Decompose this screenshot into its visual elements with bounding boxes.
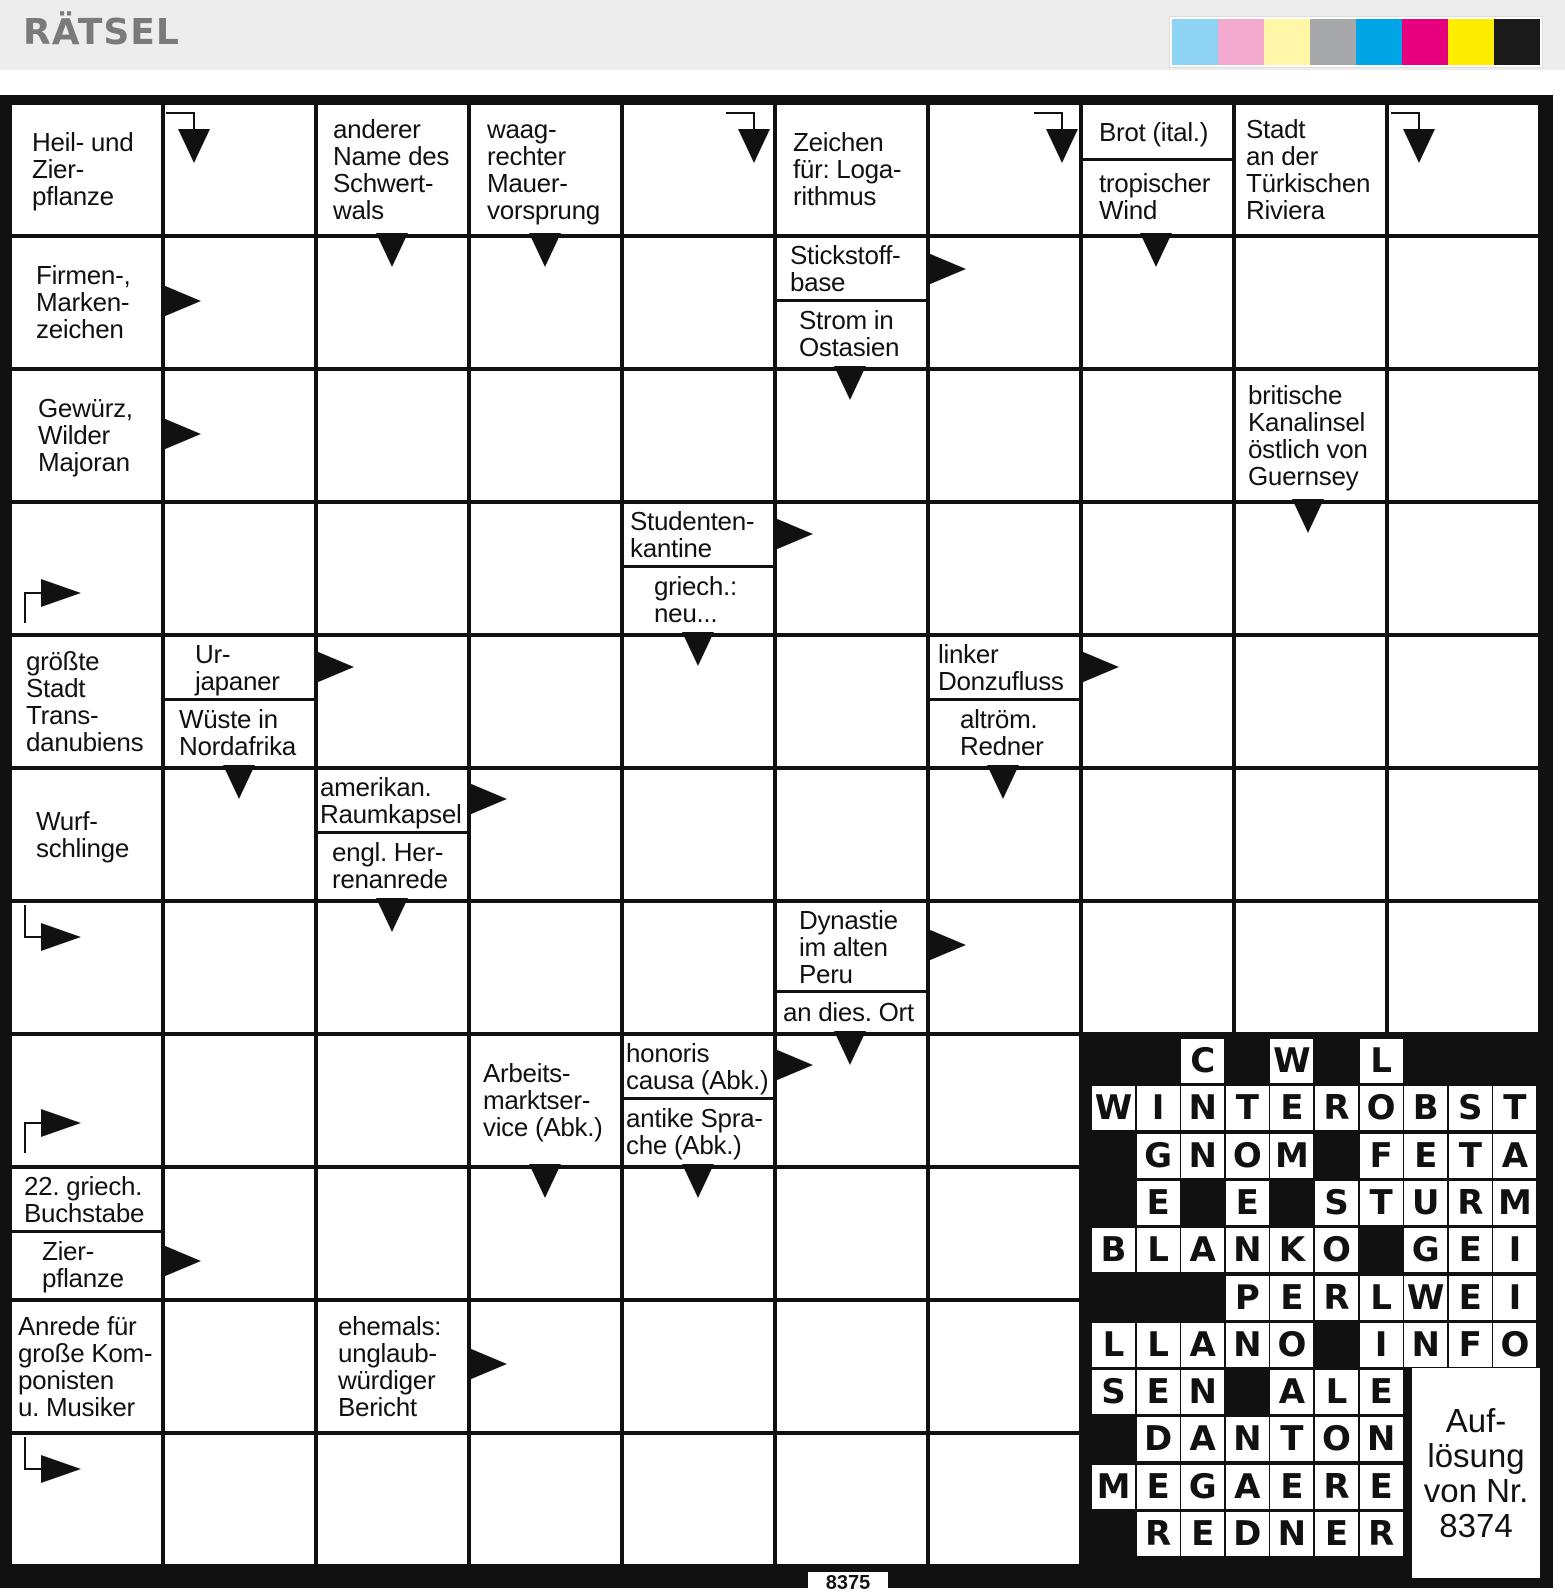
solution-letter: C <box>1181 1039 1224 1083</box>
grid-cell[interactable] <box>471 637 620 766</box>
grid-cell[interactable] <box>777 770 926 899</box>
grid-cell[interactable] <box>777 1169 926 1298</box>
grid-cell[interactable] <box>1083 504 1232 633</box>
clue-cell <box>12 105 161 234</box>
clue-text: griech.: neu... <box>654 571 737 628</box>
grid-cell[interactable] <box>1236 770 1385 899</box>
bent-arrow-right-icon <box>23 1435 93 1485</box>
solution-letter: A <box>1181 1323 1224 1367</box>
solution-letter: F <box>1449 1323 1492 1367</box>
clue-text: Anrede für große Kom- ponisten u. Musiker <box>18 1310 153 1422</box>
clue-text: Gewürz, Wilder Majoran <box>38 393 133 477</box>
solution-letter: O <box>1315 1417 1358 1461</box>
solution-letter: R <box>1137 1512 1180 1556</box>
grid-cell[interactable] <box>930 903 1079 1032</box>
header-bar <box>0 0 1565 70</box>
clue-text: Stadt an der Türkischen Riviera <box>1246 113 1371 225</box>
color-calibration-strip <box>1170 17 1542 67</box>
clue-text: Ur- japaner <box>195 639 280 696</box>
solution-letter: E <box>1449 1276 1492 1320</box>
grid-cell[interactable] <box>165 1036 314 1165</box>
grid-cell[interactable] <box>165 504 314 633</box>
color-swatch <box>1264 19 1310 65</box>
clue-text: linker Donzufluss <box>938 639 1064 696</box>
clue-text: amerikan. Raumkapsel <box>320 772 462 829</box>
arrow-down-icon <box>529 233 561 267</box>
clue-text: tropischer Wind <box>1099 168 1211 225</box>
grid-cell[interactable] <box>318 1435 467 1564</box>
solution-letter: W <box>1404 1276 1447 1320</box>
solution-letter: E <box>1270 1086 1313 1130</box>
grid-cell[interactable] <box>930 1435 1079 1564</box>
solution-letter: N <box>1360 1417 1403 1461</box>
bent-arrow-right-icon <box>23 903 93 953</box>
solution-letter: L <box>1137 1228 1180 1272</box>
clue-cell <box>12 371 161 500</box>
solution-letter: L <box>1360 1276 1403 1320</box>
arrow-down-icon <box>682 1164 714 1198</box>
grid-cell[interactable] <box>930 1169 1079 1298</box>
solution-letter: E <box>1226 1181 1269 1225</box>
clue-cell <box>1236 371 1385 500</box>
solution-letter: E <box>1404 1134 1447 1178</box>
grid-cell[interactable] <box>471 1435 620 1564</box>
clue-text: Wüste in Nordafrika <box>179 704 296 761</box>
clue-cell <box>12 1302 161 1431</box>
grid-cell[interactable] <box>471 504 620 633</box>
solution-letter: L <box>1315 1370 1358 1414</box>
color-swatch <box>1494 19 1540 65</box>
solution-letter: O <box>1315 1228 1358 1272</box>
arrow-right-icon <box>775 518 813 550</box>
clue-text: Strom in Ostasien <box>799 305 900 362</box>
solution-letter: E <box>1315 1512 1358 1556</box>
solution-letter: O <box>1226 1134 1269 1178</box>
color-swatch <box>1218 19 1264 65</box>
clue-cell <box>12 1169 161 1298</box>
clue-text: Dynastie im alten Peru <box>799 904 898 989</box>
solution-letter: R <box>1449 1181 1492 1225</box>
grid-cell[interactable] <box>165 903 314 1032</box>
arrow-right-icon <box>469 1348 507 1380</box>
solution-letter: E <box>1449 1228 1492 1272</box>
grid-cell[interactable] <box>930 1036 1079 1165</box>
arrow-down-icon <box>987 765 1019 799</box>
solution-letter: N <box>1270 1512 1313 1556</box>
grid-cell[interactable] <box>624 238 773 367</box>
clue-text: anderer Name des Schwert- wals <box>333 113 450 225</box>
solution-letter: E <box>1270 1465 1313 1509</box>
solution-letter: S <box>1449 1086 1492 1130</box>
solution-letter: R <box>1315 1086 1358 1130</box>
grid-cell[interactable] <box>1389 504 1538 633</box>
clue-cell <box>1083 105 1232 234</box>
solution-label: Auf- lösung von Nr. 8374 <box>1412 1368 1540 1578</box>
bent-arrow-down-icon <box>1389 111 1439 171</box>
clue-text: Studenten- kantine <box>630 506 755 563</box>
grid-cell[interactable] <box>1236 238 1385 367</box>
color-swatch <box>1448 19 1494 65</box>
grid-cell[interactable] <box>318 371 467 500</box>
bent-arrow-down-icon <box>164 111 214 171</box>
solution-letter: G <box>1181 1465 1224 1509</box>
solution-letter: L <box>1137 1323 1180 1367</box>
clue-text: Wurf- schlinge <box>36 805 129 863</box>
bent-arrow-down-icon <box>724 111 774 171</box>
solution-letter: E <box>1181 1512 1224 1556</box>
solution-letter: W <box>1092 1086 1135 1130</box>
solution-letter: D <box>1137 1417 1180 1461</box>
solution-letter: A <box>1493 1134 1536 1178</box>
solution-letter: O <box>1493 1323 1536 1367</box>
arrow-right-icon <box>163 418 201 450</box>
clue-text: Brot (ital.) <box>1099 116 1209 147</box>
solution-letter: T <box>1449 1134 1492 1178</box>
grid-cell[interactable] <box>624 1435 773 1564</box>
solution-letter: M <box>1092 1465 1135 1509</box>
grid-cell[interactable] <box>624 903 773 1032</box>
clue-cell <box>777 105 926 234</box>
grid-cell[interactable] <box>1083 371 1232 500</box>
arrow-down-icon <box>1140 233 1172 267</box>
arrow-down-icon <box>376 233 408 267</box>
grid-cell[interactable] <box>165 1435 314 1564</box>
bent-arrow-right-icon <box>23 1105 93 1155</box>
clue-text: 22. griech. Buchstabe <box>24 1171 145 1228</box>
clue-text: Arbeits- marktser- vice (Abk.) <box>483 1058 603 1142</box>
arrow-right-icon <box>928 929 966 961</box>
solution-letter: N <box>1226 1417 1269 1461</box>
solution-letter: A <box>1270 1370 1313 1414</box>
clue-text: ehemals: unglaub- würdiger Bericht <box>338 1310 442 1422</box>
solution-letter: T <box>1493 1086 1536 1130</box>
solution-letter: N <box>1226 1323 1269 1367</box>
clue-cell <box>1236 105 1385 234</box>
clue-text: Firmen-, Marken- zeichen <box>36 260 131 344</box>
solution-letter: D <box>1226 1512 1269 1556</box>
clue-text: antike Spra- che (Abk.) <box>626 1103 763 1160</box>
solution-letter: O <box>1270 1323 1313 1367</box>
solution-letter: R <box>1315 1465 1358 1509</box>
grid-cell[interactable] <box>1083 903 1232 1032</box>
arrow-down-icon <box>223 765 255 799</box>
solution-letter: F <box>1360 1134 1403 1178</box>
solution-letter: B <box>1404 1086 1447 1130</box>
grid-cell[interactable] <box>930 1302 1079 1431</box>
solution-letter: U <box>1404 1181 1447 1225</box>
puzzle-number: 8375 <box>808 1572 888 1588</box>
grid-cell[interactable] <box>624 770 773 899</box>
grid-cell[interactable] <box>624 1302 773 1431</box>
solution-letter: S <box>1315 1181 1358 1225</box>
clue-text: Stickstoff- base <box>790 240 901 297</box>
clue-cell <box>624 1036 773 1165</box>
solution-letter: E <box>1137 1181 1180 1225</box>
clue-cell <box>12 637 161 766</box>
clue-cell <box>624 504 773 633</box>
color-swatch <box>1402 19 1448 65</box>
grid-cell[interactable] <box>1389 371 1538 500</box>
grid-cell[interactable] <box>471 371 620 500</box>
clue-text: Heil- und Zier- pflanze <box>32 127 134 211</box>
solution-letter: E <box>1360 1370 1403 1414</box>
clue-cell <box>777 238 926 367</box>
clue-text: altröm. Redner <box>960 704 1044 761</box>
clue-cell <box>777 903 926 1032</box>
clue-text: engl. Her- renanrede <box>332 837 448 894</box>
clue-text: größte Stadt Trans- danubiens <box>26 645 144 757</box>
arrow-down-icon <box>834 366 866 400</box>
solution-letter: N <box>1226 1228 1269 1272</box>
grid-cell[interactable] <box>930 504 1079 633</box>
solution-letter: A <box>1181 1417 1224 1461</box>
bent-arrow-down-icon <box>1032 111 1082 171</box>
solution-letter: E <box>1360 1465 1403 1509</box>
solution-letter: N <box>1404 1323 1447 1367</box>
solution-letter: T <box>1270 1417 1313 1461</box>
clue-cell <box>471 1036 620 1165</box>
solution-letter: A <box>1226 1465 1269 1509</box>
solution-letter: N <box>1181 1086 1224 1130</box>
grid-cell[interactable] <box>1236 637 1385 766</box>
color-swatch <box>1172 19 1218 65</box>
clue-text: waag- rechter Mauer- vorsprung <box>487 113 600 225</box>
solution-letter: E <box>1137 1370 1180 1414</box>
clue-cell <box>318 105 467 234</box>
grid-cell[interactable] <box>318 504 467 633</box>
grid-cell[interactable] <box>624 371 773 500</box>
page-title: RÄTSEL <box>23 12 180 53</box>
arrow-down-icon <box>682 632 714 666</box>
solution-letter: I <box>1137 1086 1180 1130</box>
grid-cell[interactable] <box>1236 903 1385 1032</box>
grid-cell[interactable] <box>777 1302 926 1431</box>
clue-text: an dies. Ort <box>783 996 914 1027</box>
clue-cell <box>12 238 161 367</box>
arrow-right-icon <box>928 253 966 285</box>
grid-cell[interactable] <box>777 637 926 766</box>
solution-letter: N <box>1181 1370 1224 1414</box>
grid-cell[interactable] <box>165 1302 314 1431</box>
grid-cell[interactable] <box>930 371 1079 500</box>
solution-letter: I <box>1360 1323 1403 1367</box>
grid-cell[interactable] <box>777 1435 926 1564</box>
solution-letter: S <box>1092 1370 1135 1414</box>
solution-letter: A <box>1181 1228 1224 1272</box>
solution-letter: I <box>1493 1276 1536 1320</box>
solution-letter: N <box>1181 1134 1224 1178</box>
solution-letter: O <box>1360 1086 1403 1130</box>
clue-cell <box>12 770 161 899</box>
grid-cell[interactable] <box>1389 903 1538 1032</box>
grid-cell[interactable] <box>1389 238 1538 367</box>
clue-cell <box>471 105 620 234</box>
arrow-right-icon <box>775 1049 813 1081</box>
solution-letter: P <box>1226 1276 1269 1320</box>
solution-letter: K <box>1270 1228 1313 1272</box>
arrow-right-icon <box>163 1245 201 1277</box>
grid-cell[interactable] <box>1389 770 1538 899</box>
color-swatch <box>1356 19 1402 65</box>
grid-cell[interactable] <box>1389 637 1538 766</box>
clue-cell <box>165 637 314 766</box>
grid-cell[interactable] <box>318 1169 467 1298</box>
bent-arrow-right-icon <box>23 575 93 625</box>
grid-cell[interactable] <box>318 1036 467 1165</box>
solution-letter: M <box>1493 1181 1536 1225</box>
arrow-right-icon <box>469 783 507 815</box>
arrow-down-icon <box>376 898 408 932</box>
solution-letter: T <box>1360 1181 1403 1225</box>
clue-text: britische Kanalinsel östlich von Guernsey <box>1248 379 1368 491</box>
grid-cell[interactable] <box>165 1169 314 1298</box>
solution-letter: E <box>1137 1465 1180 1509</box>
color-swatch <box>1310 19 1356 65</box>
arrow-right-icon <box>163 285 201 317</box>
clue-text: Zier- pflanze <box>42 1236 124 1293</box>
solution-letter: L <box>1092 1323 1135 1367</box>
solution-letter: T <box>1226 1086 1269 1130</box>
clue-text: honoris causa (Abk.) <box>626 1038 769 1095</box>
solution-letter: G <box>1404 1228 1447 1272</box>
arrow-right-icon <box>1081 651 1119 683</box>
clue-cell <box>318 1302 467 1431</box>
solution-letter: I <box>1493 1228 1536 1272</box>
arrow-down-icon <box>529 1164 561 1198</box>
grid-cell[interactable] <box>471 903 620 1032</box>
grid-cell[interactable] <box>1083 770 1232 899</box>
clue-cell <box>930 637 1079 766</box>
arrow-down-icon <box>1292 499 1324 533</box>
solution-letter: R <box>1360 1512 1403 1556</box>
clue-text: Zeichen für: Loga- rithmus <box>793 127 902 211</box>
solution-letter: R <box>1315 1276 1358 1320</box>
solution-letter: G <box>1137 1134 1180 1178</box>
solution-letter: W <box>1270 1039 1313 1083</box>
solution-letter: E <box>1270 1276 1313 1320</box>
solution-letter: M <box>1270 1134 1313 1178</box>
solution-letter: L <box>1360 1039 1403 1083</box>
arrow-down-icon <box>834 1031 866 1065</box>
arrow-right-icon <box>316 651 354 683</box>
solution-letter: B <box>1092 1228 1135 1272</box>
clue-cell <box>318 770 467 899</box>
